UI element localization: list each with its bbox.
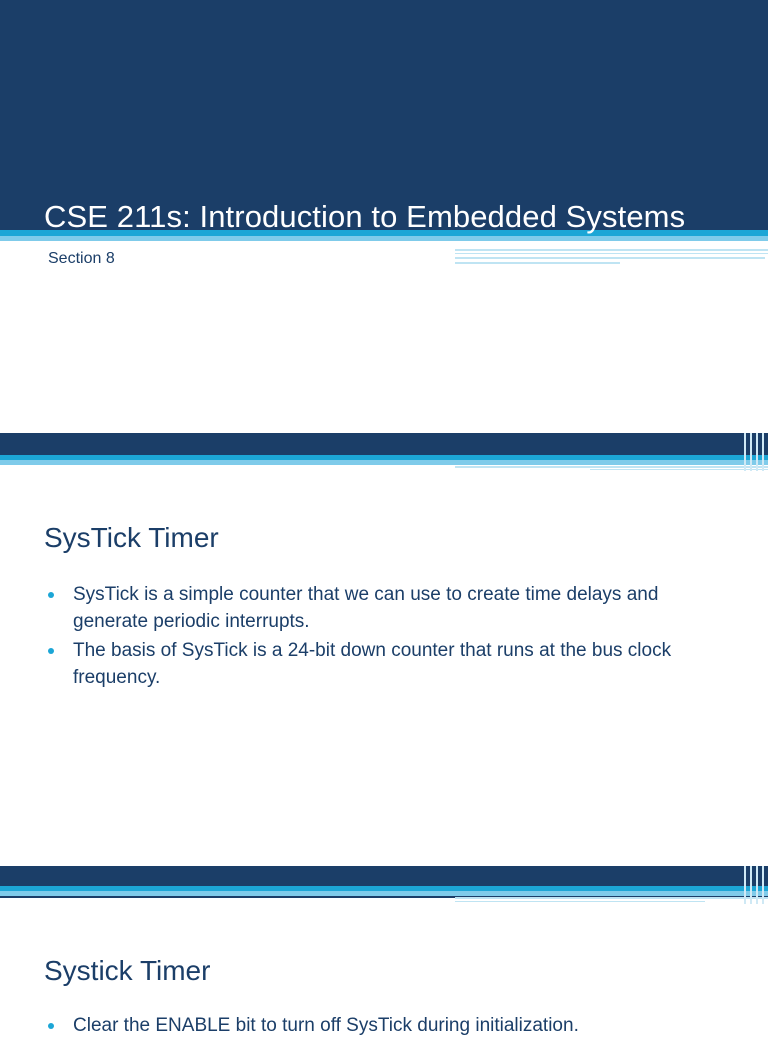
decorative-line — [455, 249, 768, 251]
bullet-list — [44, 1012, 734, 1041]
decorative-line — [455, 257, 765, 259]
title-slide-header-band — [0, 0, 768, 232]
decorative-line — [750, 433, 752, 471]
header-accent-stripe — [0, 236, 768, 241]
decorative-line — [455, 897, 768, 899]
decorative-line — [455, 466, 768, 468]
decorative-line — [744, 433, 746, 471]
bullet-icon — [48, 592, 54, 598]
decorative-line — [756, 433, 758, 471]
bullet-text: SysTick is a simple counter that we can use to create time delays and generate periodic interrupts. — [73, 584, 659, 632]
decorative-line — [756, 866, 758, 904]
decorative-line — [455, 253, 768, 254]
decorative-line — [762, 866, 764, 904]
slide-title: Systick Timer — [44, 955, 211, 986]
decorative-line — [762, 433, 764, 471]
divider-accent-stripe — [0, 460, 768, 465]
divider-accent-stripe — [0, 891, 768, 896]
bullet-text: The basis of SysTick is a 24-bit down counter that runs at the bus clock frequency. — [73, 640, 672, 688]
decorative-line — [455, 901, 705, 902]
decorative-line — [744, 866, 746, 904]
bullet-text: Clear the ENABLE bit to turn off SysTick during initialization. — [73, 1015, 579, 1036]
slide-subtitle: Section 8 — [48, 250, 115, 267]
list-item — [44, 1012, 734, 1039]
bullet-list — [44, 581, 734, 693]
decorative-line — [750, 866, 752, 904]
bullet-icon — [48, 648, 54, 654]
slide-title: CSE 211s: Introduction to Embedded Systems — [44, 199, 686, 234]
list-item — [44, 637, 734, 691]
list-item — [44, 581, 734, 635]
decorative-line — [590, 469, 768, 470]
decorative-line — [455, 262, 620, 264]
slide-title: SysTick Timer — [44, 522, 219, 553]
